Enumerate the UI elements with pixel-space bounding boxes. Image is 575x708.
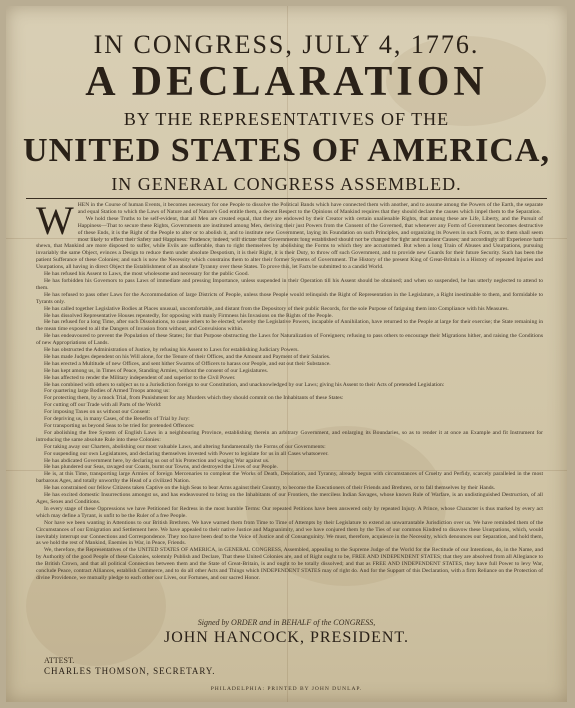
body-paragraph: In every stage of these Oppressions we have Petitioned for Redress in the most humble Terms: Our repeated Petitions have been answered only by repeated Injury. A Prince, whose Character is thus marked by every act which may define a Tyrant, is unfit to be the Ruler of a free People. (36, 505, 543, 519)
representatives-subtitle: BY THE REPRESENTATIVES OF THE (123, 109, 450, 129)
body-paragraph: HEN in the Course of human Events, it becomes necessary for one People to dissolve the Political Bands which have connected them with another, and to assume among the Powers of the Earth, the separate and equal Station to which the Laws of Nature and of Nature's God entitle them, a decent Respect to the Opinions of Mankind requires that they should declare the causes which impel them to the Separation. (77, 202, 543, 215)
body-paragraph: He has endeavoured to prevent the Population of these States; for that Purpose obstructing the Laws for Naturalization of Foreigners; refusing to pass others to encourage their Migrations hither, and raising the Conditions of new Appropriations of Lands. (36, 333, 543, 347)
signed-line: Signed by ORDER and in BEHALF of the CONGRESS, (197, 618, 376, 627)
drop-cap: W (36, 202, 74, 243)
body-paragraph: He is, at this Time, transporting large Armies of foreign Mercenaries to compleat the Works of Death, Desolation, and Tyranny, already begun with circumstances of Cruelty and Perfidy, scarcely paralleled in the most barbarous Ages, and totally unworthy the Head of a civilized Nation. (36, 471, 543, 485)
body-paragraph: For imposing Taxes on us without our Consent: (44, 409, 151, 416)
body-paragraph: He has kept among us, in Times of Peace, Standing Armies, without the consent of our Legislatures. (44, 367, 269, 374)
body-paragraph: He has refused for a long Time, after such Dissolutions, to cause others to be elected; whereby the Legislative Powers, incapable of Annihilation, have returned to the People at large for their exercise; the State remaining in the mean time exposed to all the Dangers of Invasion from without, and Convulsions within. (36, 319, 543, 333)
body-paragraph: He has refused to pass other Laws for the Accommodation of large Districts of People, unless those People would relinquish the Right of Representation in the Legislature, a Right inestimable to them, and formidable to Tyrants only. (36, 291, 543, 305)
paragraph-list (36, 202, 543, 582)
body-paragraph: For protecting them, by a mock Trial, from Punishment for any Murders which they should commit on the Inhabitants of these States: (44, 395, 344, 402)
body-paragraph: For abolishing the free System of English Laws in a neighbouring Province, establishing therein an arbitrary Government, and enlarging its Boundaries, so as to render it at once an Example and fit Instrument for introducing the same absolute Rule into these Colonies: (36, 429, 543, 443)
declaration-body (36, 202, 543, 608)
body-paragraph: He has excited domestic Insurrections amongst us, and has endeavoured to bring on the Inhabitants of our Frontiers, the merciless Indian Savages, whose known Rule of Warfare, is an undistinguished Destruction, of all Ages, Sexes and Conditions. (36, 492, 543, 505)
body-paragraph: He has dissolved Representative Houses repeatedly, for opposing with manly Firmness his Invasions on the Rights of the People. (44, 312, 333, 319)
body-paragraph: He has refused his Assent to Laws, the most wholesome and necessary for the public Good. (44, 271, 249, 278)
body-paragraph: He has erected a Multitude of new Offices, and sent hither Swarms of Officers to harass our People, and eat out their Substance. (44, 360, 331, 367)
body-paragraph: For transporting us beyond Seas to be tried for pretended Offences: (44, 423, 195, 429)
body-paragraph: We, therefore, the Representatives of the UNITED STATES OF AMERICA, in GENERAL CONGRESS, Assembled, appealing to the Supreme Judge of the World for the Rectitude of our Intentions, do, in the Name, and by Authority of the good People of these Colonies, solemnly Publish and Declare, That these United Colonies are, and of Right ought to be, FREE AND INDEPENDENT STATES; that they are absolved from all Allegiance to the British Crown, and that all political Connection between them and the State of Great-Britain, is and ought to be totally dissolved; and that as FREE AND INDEPENDENT STATES, they have full Power to levy War, conclude Peace, contract Alliances, establish Commerce, and to do all other Acts and Things which INDEPENDENT STATES may of right do. And for the Support of this Declaration, with a firm Reliance on the Protection of divine Providence, we mutually pledge to each other our Lives, our Fortunes, and our sacred Honor. (36, 547, 543, 581)
body-paragraph: He has forbidden his Governors to pass Laws of immediate and pressing Importance, unless suspended in their Operation till his Assent should be obtained; and when so suspended, he has utterly neglected to attend to them. (36, 277, 543, 291)
body-paragraph: For suspending our own Legislatures, and declaring themselves invested with Power to legislate for us in all Cases whatsoever. (44, 450, 329, 457)
declaration-title: A DECLARATION (85, 59, 488, 105)
body-paragraph: For cutting off our Trade with all Parts of the World: (44, 402, 162, 409)
body-paragraph: Nor have we been wanting in Attentions to our British Brethren. We have warned them from Time to Time of Attempts by their Legislature to extend an unwarrantable Jurisdiction over us. We have reminded them of the Circumstances of our Emigration and Settlement here. We have appealed to their native Justice and Magnanimity, and we have conjured them by the Ties of our common Kindred to disavow these Usurpations, which, would inevitably interrupt our Connections and Correspondence. They too have been deaf to the Voice of Justice and of Consanguinity. We must, therefore, acquiesce in the Necessity, which denounces our Separation, and hold them, as we hold the rest of Mankind, Enemies in War, in Peace, Friends. (36, 519, 543, 547)
body-paragraph: He has called together Legislative Bodies at Places unusual, uncomfortable, and distant from the Depository of their public Records, for the sole Purpose of fatiguing them into Compliance with his Measures. (44, 305, 509, 312)
attest-label: ATTEST. (44, 656, 75, 665)
president-signature: JOHN HANCOCK, PRESIDENT. (163, 629, 410, 646)
body-paragraph: He has affected to render the Military independent of and superior to the Civil Power. (44, 374, 236, 381)
document-sheet (6, 6, 567, 702)
united-states-heading: UNITED STATES OF AMERICA, (23, 132, 550, 169)
body-paragraph: He has obstructed the Administration of Justice, by refusing his Assent to Laws for establishing Judiciary Powers. (44, 347, 299, 354)
header-rule (26, 198, 547, 199)
body-paragraph: He has made Judges dependent on his Will alone, for the Tenure of their Offices, and the Amount and Payment of their Salaries. (44, 353, 331, 360)
body-paragraph: For taking away our Charters, abolishing our most valuable Laws, and altering fundamentally the Forms of our Governments: (44, 443, 326, 450)
body-paragraph: For quartering large Bodies of Armed Troops among us: (44, 388, 170, 395)
body-paragraph: He has constrained our fellow Citizens taken Captive on the high Seas to bear Arms against their Country, to become the Executioners of their Friends and Brethren, or to fall themselves by their Hands. (44, 485, 496, 492)
congress-date-heading: IN CONGRESS, JULY 4, 1776. (93, 30, 480, 59)
body-paragraph: For depriving us, in many Cases, of the Benefits of Trial by Jury: (44, 416, 190, 423)
printer-imprint: PHILADELPHIA: PRINTED BY JOHN DUNLAP. (210, 686, 363, 692)
body-paragraph: He has abdicated Government here, by declaring us out of his Protection and waging War against us. (44, 457, 270, 464)
body-paragraph: He has plundered our Seas, ravaged our Coasts, burnt our Towns, and destroyed the Lives of our People. (44, 464, 278, 471)
body-paragraph: He has combined with others to subject us to a Jurisdiction foreign to our Constitution, and unacknowledged by our Laws; giving his Assent to their Acts of pretended Legislation: (44, 381, 445, 388)
body-paragraph: We hold these Truths to be self-evident, that all Men are created equal, that they are endowed by their Creator with certain unalienable Rights, that among these are Life, Liberty, and the Pursuit of Happiness—That to secure these Rights, Governments are instituted among Men, deriving their just Powers from the Consent of the Governed, that whenever any Form of Government becomes destructive of these Ends, it is the Right of the People to alter or to abolish it, and to institute new Government, laying its Foundation on such Principles, and organizing its Powers in such Form, as to them shall seem most likely to effect their Safety and Happiness. Prudence, indeed, will dictate that Governments long established should not be changed for light and transient Causes; and accordingly all Experience hath shewn, that Mankind are more disposed to suffer, while Evils are sufferable, than to right themselves by abolishing the Forms to which they are accustomed. But when a long Train of Abuses and Usurpations, pursuing invariably the same Object, evinces a Design to reduce them under absolute Despotism, it is their Right, it is their Duty, to throw off such Government, and to provide new Guards for their future Security. Such has been the patient Sufferance of these Colonies; and such is now the Necessity which constrains them to alter their former Systems of Government. The History of the present King of Great-Britain is a History of repeated Injuries and Usurpations, all having in direct Object the Establishment of an absolute Tyranny over these States. To prove this, let Facts be submitted to a candid World. (36, 215, 543, 271)
general-congress-subtitle: IN GENERAL CONGRESS ASSEMBLED. (111, 174, 462, 194)
secretary-signature: CHARLES THOMSON, SECRETARY. (44, 666, 216, 676)
